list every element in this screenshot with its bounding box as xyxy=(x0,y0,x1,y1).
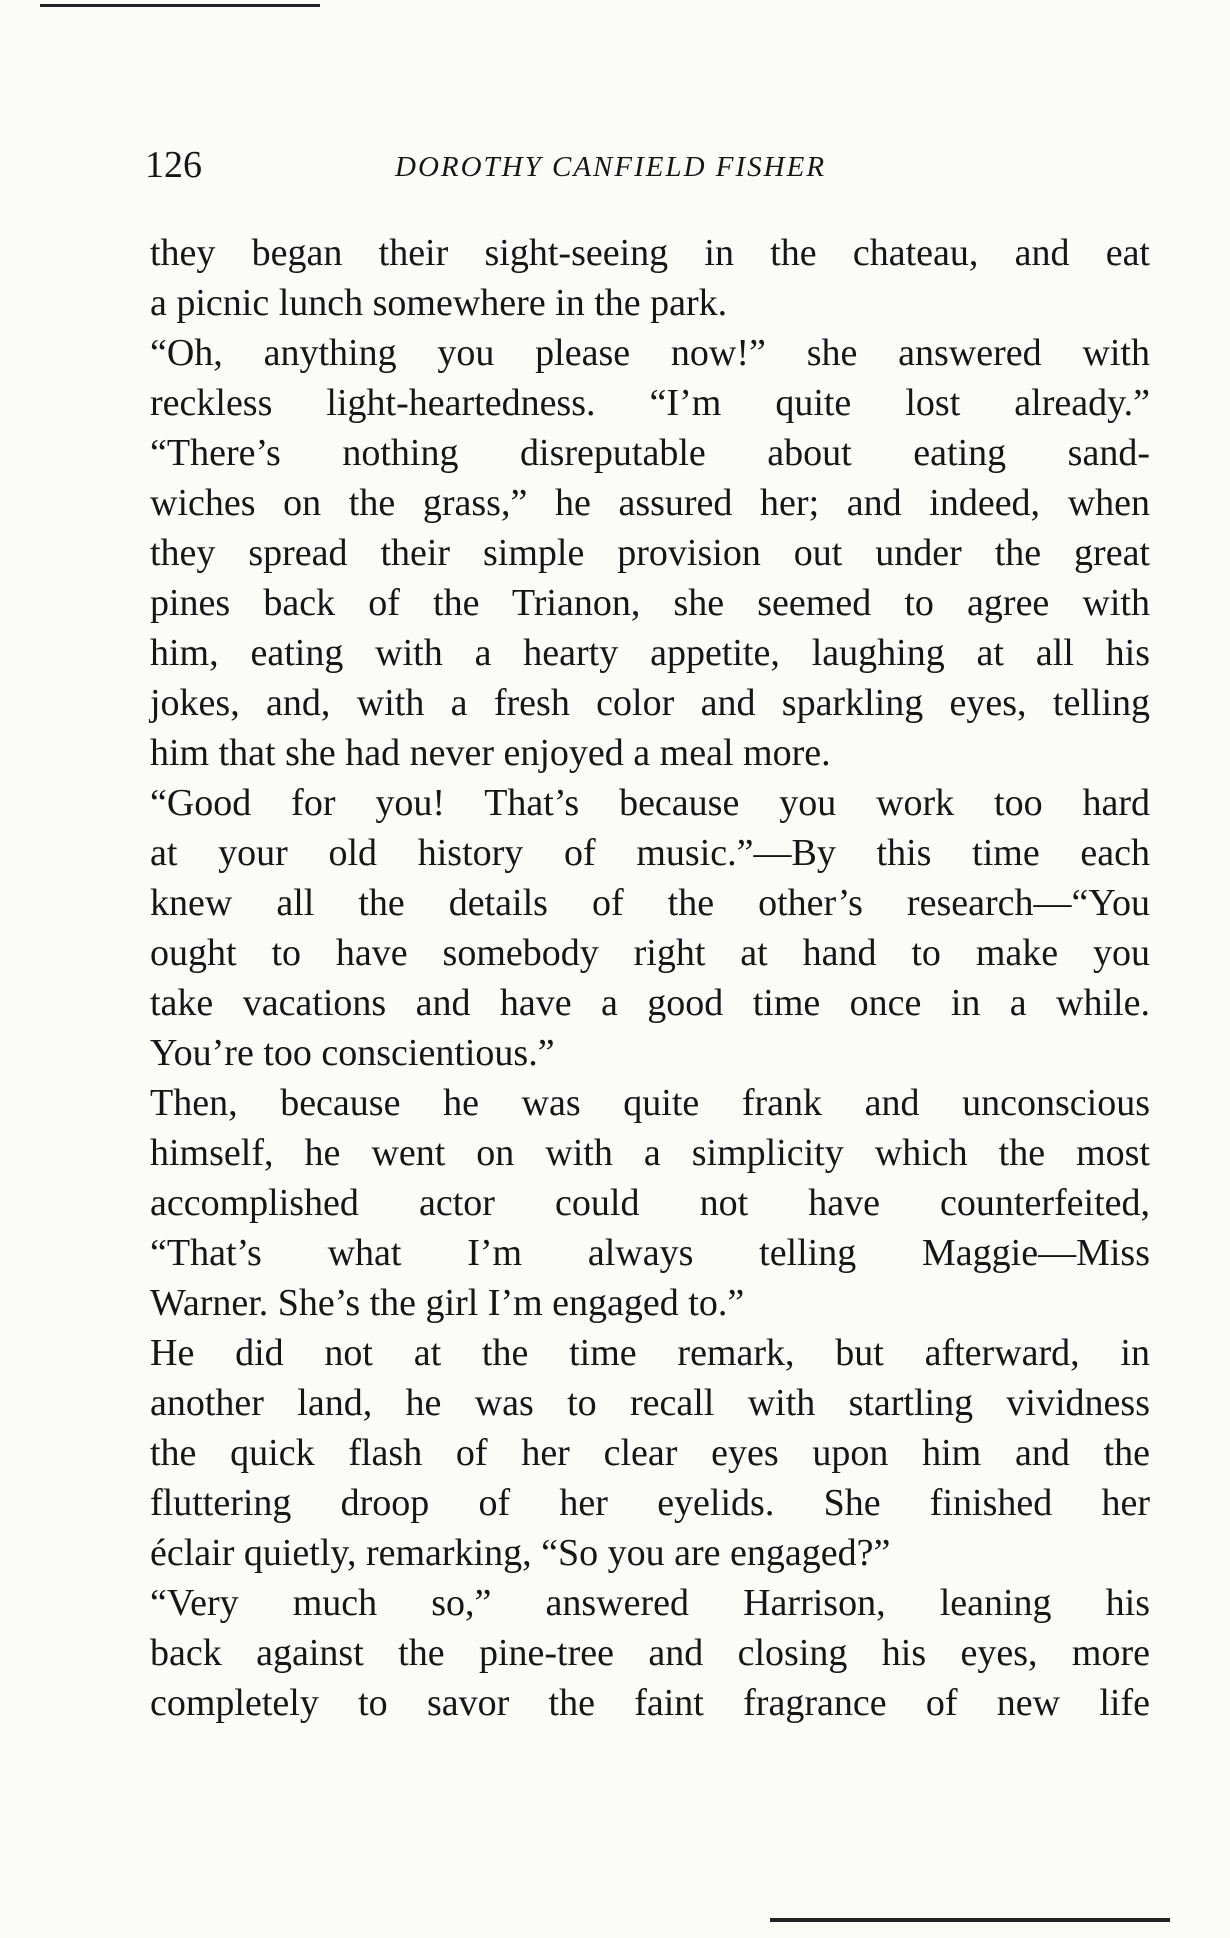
text-line: He did not at the time remark, but afterward, in xyxy=(150,1332,1150,1374)
text-line: him, eating with a hearty appetite, laughing at all his xyxy=(150,632,1150,674)
text-line: back against the pine-tree and closing his eyes, more xyxy=(150,1632,1150,1674)
page-number: 126 xyxy=(145,144,202,186)
text-line: éclair quietly, remarking, “So you are engaged?” xyxy=(150,1532,891,1574)
text-line: completely to savor the faint fragrance of new life xyxy=(150,1682,1150,1724)
text-line: fluttering droop of her eyelids. She finished her xyxy=(150,1482,1150,1524)
text-line: wiches on the grass,” he assured her; and indeed, when xyxy=(150,482,1150,524)
bottom-rule xyxy=(770,1918,1170,1922)
text-line: pines back of the Trianon, she seemed to agree with xyxy=(150,582,1150,624)
text-line: “That’s what I’m always telling Maggie—Miss xyxy=(150,1232,1150,1274)
body-text xyxy=(150,228,1150,1728)
text-line: him that she had never enjoyed a meal more. xyxy=(150,732,831,774)
text-line: a picnic lunch somewhere in the park. xyxy=(150,282,728,324)
top-rule xyxy=(40,4,320,7)
text-line: the quick flash of her clear eyes upon him and the xyxy=(150,1432,1150,1474)
text-line: ought to have somebody right at hand to make you xyxy=(150,932,1150,974)
text-line: “There’s nothing disreputable about eating sand- xyxy=(150,432,1150,474)
text-line: accomplished actor could not have counterfeited, xyxy=(150,1182,1150,1224)
text-line: “Very much so,” answered Harrison, leaning his xyxy=(150,1582,1150,1624)
text-line: at your old history of music.”—By this time each xyxy=(150,832,1150,874)
text-line: reckless light-heartedness. “I’m quite lost already.” xyxy=(150,382,1150,424)
text-line: Then, because he was quite frank and unconscious xyxy=(150,1082,1150,1124)
text-line: jokes, and, with a fresh color and sparkling eyes, telling xyxy=(150,682,1150,724)
text-line: Warner. She’s the girl I’m engaged to.” xyxy=(150,1282,745,1324)
text-line: “Good for you! That’s because you work too hard xyxy=(150,782,1150,824)
page-header xyxy=(145,140,1145,200)
running-head: DOROTHY CANFIELD FISHER xyxy=(395,151,827,183)
text-line: “Oh, anything you please now!” she answered with xyxy=(150,332,1150,374)
text-line: You’re too conscientious.” xyxy=(150,1032,555,1074)
text-line: they spread their simple provision out under the great xyxy=(150,532,1150,574)
text-line: another land, he was to recall with startling vividness xyxy=(150,1382,1150,1424)
text-line: himself, he went on with a simplicity which the most xyxy=(150,1132,1150,1174)
text-line: take vacations and have a good time once in a while. xyxy=(150,982,1150,1024)
text-line: knew all the details of the other’s research—“You xyxy=(150,882,1150,924)
text-line: they began their sight-seeing in the chateau, and eat xyxy=(150,232,1150,274)
